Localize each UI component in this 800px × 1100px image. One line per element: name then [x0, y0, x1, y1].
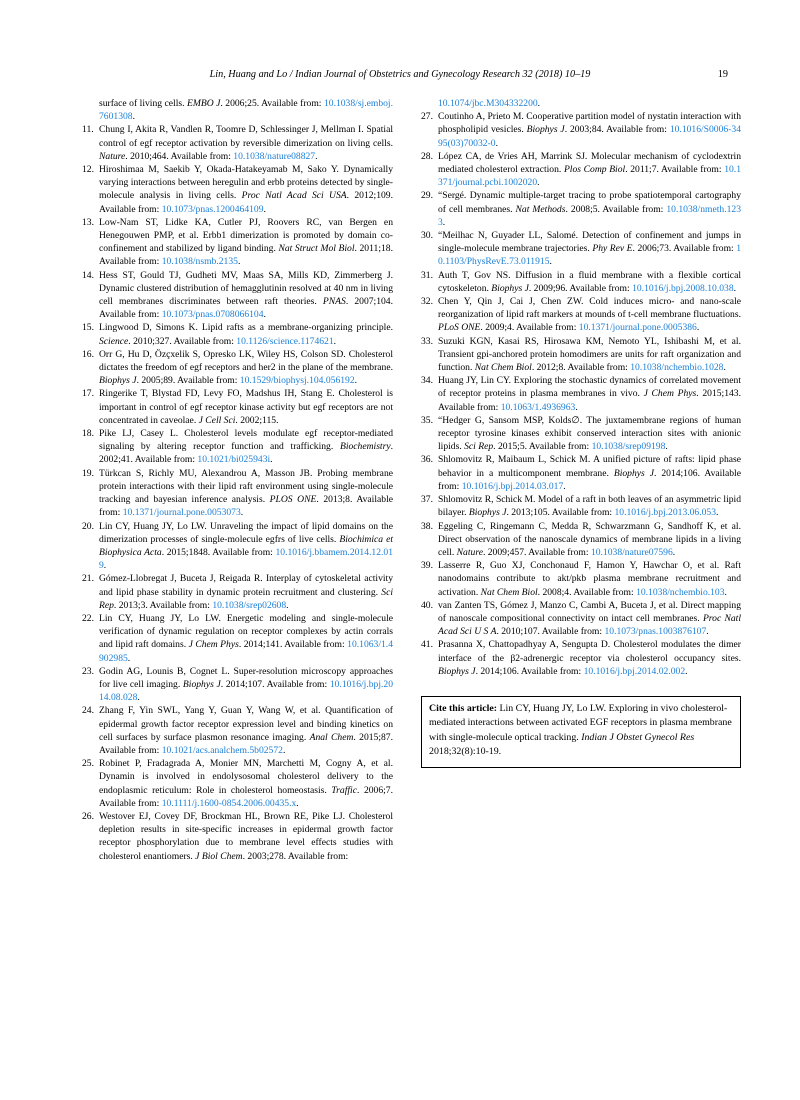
reference-text: Prasanna X, Chattopadhyay A, Sengupta D. Cholesterol modulates the dimer interface of the β2-adrenergic receptor via cholesterol occupancy sites.	[438, 639, 741, 664]
reference-text: Gómez-Llobregat J, Buceta J, Reigada R. Interplay of cytoskeletal activity and lipid phase stability in dynamic protein recruitment and clustering.	[99, 573, 393, 598]
doi-link[interactable]: 10.1038/sj.emboj.7601308	[99, 98, 393, 123]
reference-text: .	[537, 98, 541, 109]
reference-number: 30.	[421, 230, 433, 242]
reference-text: . 2014;106. Available from:	[438, 467, 741, 492]
journal-name: J Biol Chem	[195, 850, 243, 862]
doi-link[interactable]: 10.1371/journal.pcbi.1002020	[438, 164, 741, 189]
doi-link[interactable]: 10.1021/bi025943i	[197, 454, 271, 466]
doi-link[interactable]: 10.1016/j.bpj.2014.08.028	[99, 678, 393, 704]
reference-text: .	[706, 626, 709, 638]
reference-number: 21.	[82, 573, 94, 585]
journal-name: Nat Chem Biol	[480, 586, 538, 598]
journal-name: Sci Rep	[464, 441, 494, 453]
reference-item	[82, 163, 393, 216]
journal-name: PLoS ONE	[438, 322, 481, 334]
reference-text: .	[716, 507, 719, 519]
reference-text: Hess ST, Gould TJ, Gudheti MV, Maas SA, Mills KD, Zimmerberg J. Dynamic clustered distribution of hemagglutinin resolved at 40 nm in living cell membranes discriminates between raft theories.	[99, 269, 393, 308]
reference-text: .	[263, 203, 266, 215]
journal-name: Traffic	[331, 784, 357, 796]
reference-item	[421, 520, 741, 560]
reference-number: 39.	[421, 560, 433, 572]
reference-text: .	[137, 692, 140, 704]
journal-name: Biophys J	[613, 467, 654, 479]
reference-text: Zhang F, Yin SWL, Yang Y, Guan Y, Wang W, et al. Quantification of epidermal growth factor receptor expression level and binding kinetics on cell surfaces by surface plasmon resonance imaging.	[99, 705, 393, 743]
reference-item	[421, 374, 741, 414]
reference-item	[421, 453, 741, 493]
doi-link[interactable]: 10.1038/nature07596	[590, 546, 673, 558]
reference-number: 26.	[82, 810, 94, 822]
reference-text: . 2012;109. Available from:	[99, 190, 393, 215]
reference-text: . 2009;457. Available from:	[482, 546, 591, 558]
reference-item	[82, 520, 393, 573]
reference-text: .	[575, 401, 578, 413]
reference-item	[82, 123, 393, 163]
reference-list	[82, 97, 741, 863]
journal-name: Nat Chem Biol	[474, 362, 532, 374]
reference-text: Ringerike T, Blystad FD, Levy FO, Madshus IH, Stang E. Cholesterol is important in control of egf receptor kinase activity but egf receptors are not concentrated in caveolae.	[99, 388, 393, 426]
running-title: Lin, Huang and Lo / Indian Journal of Obstetrics and Gynecology Research 32 (2018) 10–19	[209, 69, 591, 80]
reference-text: .	[685, 665, 688, 677]
reference-number: 15.	[82, 322, 94, 334]
reference-item	[421, 269, 741, 295]
reference-text: Shlomovitz R, Maibaum L, Schick M. A unified picture of rafts: lipid phase behavior in a multicomponent membrane.	[438, 454, 741, 479]
reference-item	[421, 599, 741, 639]
reference-text: . 2008;5. Available from:	[565, 203, 667, 215]
reference-text: . 2009;96. Available from:	[528, 282, 633, 294]
reference-item	[82, 269, 393, 322]
reference-number: 24.	[82, 705, 94, 717]
reference-number: 40.	[421, 599, 433, 611]
reference-text: .	[127, 652, 131, 664]
reference-text: . 2011;18. Available from:	[99, 243, 393, 268]
reference-text: .	[696, 322, 700, 334]
journal-name: PLOS ONE	[269, 494, 317, 506]
reference-text: . 2005;89. Available from:	[136, 375, 240, 387]
reference-text: Orr G, Hu D, Özçxelik S, Opresko LK, Wiley HS, Colson SD. Cholesterol dictates the freedom of egf receptors and her2 in the plane of the membrane.	[99, 348, 393, 374]
doi-link[interactable]: 10.1038/nsmb.2135	[161, 256, 238, 268]
reference-text: “Hedger G, Sansom MSP, Kolds∅. The juxtamembrane regions of human receptor tyrosine kinases exhibit conserved interaction sites with anionic lipids.	[438, 414, 741, 453]
reference-text: van Zanten TS, Gómez J, Manzo C, Cambi A, Buceta J, et al. Direct mapping of nanoscale compositional connectivity on intact cell membranes.	[438, 599, 741, 624]
reference-item	[82, 757, 393, 810]
reference-text: .	[315, 150, 318, 162]
reference-number: 36.	[421, 454, 433, 466]
doi-link[interactable]: 10.1073/pnas.1200464109	[161, 203, 264, 215]
reference-text: . 2011;7. Available from:	[625, 164, 725, 176]
bold-label: Cite this article:	[429, 702, 500, 714]
journal-name: Biochimica et Biophysica Acta	[99, 533, 394, 558]
doi-link[interactable]: 10.1126/science.1174621	[236, 335, 334, 347]
reference-text: Godin AG, Lounis B, Cognet L. Super-resolution microscopy approaches for live cell imaging.	[99, 665, 393, 690]
reference-text: .	[296, 797, 299, 809]
reference-item	[421, 414, 741, 454]
journal-name: Proc Natl Acad Sci USA	[241, 190, 347, 202]
reference-number: 32.	[421, 296, 433, 308]
doi-link[interactable]: 10.1038/nature08827	[233, 150, 316, 162]
reference-text: .	[270, 454, 273, 466]
reference-text: .	[672, 546, 676, 558]
reference-text: . 2010;107. Available from:	[496, 626, 605, 638]
reference-item	[421, 559, 741, 599]
reference-number: 28.	[421, 150, 433, 162]
doi-link[interactable]: 10.1529/biophysj.104.056192	[239, 375, 355, 387]
doi-link[interactable]: 10.1074/jbc.M304332200	[438, 98, 538, 109]
reference-text: .	[563, 480, 566, 492]
journal-name: Biophys J	[491, 282, 529, 294]
reference-number: 27.	[421, 111, 433, 123]
reference-text: .	[132, 111, 135, 123]
reference-text: .	[733, 282, 737, 294]
journal-name: Nature	[99, 150, 126, 162]
running-header	[0, 69, 800, 83]
reference-text: .	[354, 375, 358, 387]
journal-name: Biophys J	[438, 665, 476, 677]
reference-number: 14.	[82, 269, 94, 281]
reference-text: Chen Y, Qin J, Cai J, Chen ZW. Cold induces micro- and nano-scale reorganization of lipid raft markers at mounds of t-cell membrane fluctuations.	[438, 296, 741, 321]
doi-link[interactable]: 10.1111/j.1600-0854.2006.00435.x	[161, 797, 297, 809]
doi-link[interactable]: 10.1016/j.bpj.2013.06.053	[614, 507, 717, 519]
journal-name: Sci Rep	[99, 586, 393, 611]
doi-link[interactable]: 10.1063/1.4902985	[99, 639, 393, 664]
reference-text: Low-Nam ST, Lidke KA, Cutler PJ, Roovers RC, van Bergen en Henegouwen PMP, et al. Erbb1 dimerization is promoted by domain co-confinement and stabilized by ligand binding.	[99, 216, 393, 255]
reference-text: “Meilhac N, Guyader LL, Salomé. Detection of confinement and jumps in single-molecule membrane trajectories.	[438, 230, 741, 255]
journal-name: Nature	[456, 546, 483, 558]
reference-text: .	[240, 507, 244, 519]
journal-name: PNAS	[322, 296, 346, 308]
reference-text: López CA, de Vries AH, Marrink SJ. Molecular mechanism of cyclodextrin mediated cholesterol extraction.	[438, 150, 741, 176]
doi-link[interactable]: 10.1073/pnas.1003876107	[604, 626, 707, 638]
reference-text: Hiroshimaa M, Saekib Y, Okada-Hatakeyamab M, Sako Y. Dynamically varying interactions between heregulin and erbb proteins detected by single-molecule analysis in living cells.	[99, 164, 393, 202]
reference-text: . 2013;3. Available from:	[113, 599, 213, 611]
reference-item	[82, 321, 393, 347]
reference-text: . 2009;4. Available from:	[480, 322, 579, 334]
reference-text: . 2012;8. Available from:	[531, 362, 631, 374]
reference-text: . 2015;143. Available from:	[438, 388, 741, 413]
journal-name: Phy Rev E	[592, 243, 633, 255]
reference-number: 20.	[82, 520, 94, 532]
reference-text: . 2003;278. Available from:	[242, 850, 349, 862]
reference-text: . 2014;107. Available from:	[220, 678, 330, 690]
reference-number: 35.	[421, 414, 433, 426]
doi-link[interactable]: 10.1016/j.bpj.2014.02.002	[583, 665, 686, 677]
reference-continuation	[421, 97, 741, 110]
reference-text: .	[333, 335, 337, 347]
doi-link[interactable]: 10.1038/srep09198	[591, 441, 666, 453]
reference-number: 37.	[421, 494, 433, 506]
reference-number: 41.	[421, 639, 433, 651]
doi-link[interactable]: 10.1016/j.bbamem.2014.12.019	[99, 546, 393, 572]
reference-item	[421, 638, 741, 678]
reference-text: . 2013;105. Available from:	[506, 507, 615, 519]
journal-name: Biophys J	[182, 678, 221, 690]
journal-name: Science	[99, 335, 129, 347]
reference-text: Robinet P, Fradagrada A, Monier MN, Marchetti M, Cogny A, et al. Dynamin is involved in endolysosomal cholesterol delivery to the endoplasmic reticulum: Role in cholesterol homeostasis.	[99, 758, 393, 796]
journal-name: Biophys J	[99, 375, 137, 387]
reference-item	[421, 189, 741, 229]
reference-number: 16.	[82, 348, 94, 360]
reference-number: 22.	[82, 612, 94, 624]
reference-number: 33.	[421, 335, 433, 347]
reference-number: 23.	[82, 665, 94, 677]
reference-text: .	[537, 177, 540, 189]
reference-number: 31.	[421, 269, 433, 281]
journal-name: Nat Methods	[515, 203, 566, 215]
journal-name: Proc Natl Acad Sci U S A	[438, 612, 742, 638]
reference-text: Lin CY, Huang JY, Lo LW. Exploring in vivo cholesterol-mediated interactions between activated EGF receptors in plasma membrane with single-molecule optical tracking.	[429, 702, 732, 743]
journal-name: Biochemistry	[339, 441, 391, 453]
reference-text: Lingwood D, Simons K. Lipid rafts as a membrane-organizing principle.	[99, 322, 393, 334]
reference-item	[421, 295, 741, 335]
reference-item	[82, 810, 393, 863]
reference-number: 12.	[82, 164, 94, 176]
reference-number: 13.	[82, 216, 94, 228]
reference-item	[82, 612, 393, 665]
reference-item	[421, 110, 741, 150]
reference-text: . 2002;115.	[235, 414, 279, 426]
reference-item	[82, 216, 393, 269]
reference-item	[421, 335, 741, 375]
reference-text: .	[442, 216, 446, 228]
doi-link[interactable]: 10.1016/j.bpj.2014.03.017	[461, 480, 564, 492]
doi-link[interactable]: 10.1038/nmeth.1233	[438, 203, 741, 228]
cite-this-article-box	[421, 696, 741, 768]
reference-text: .	[103, 560, 107, 572]
doi-link[interactable]: 10.1063/1.4936963	[500, 401, 576, 413]
reference-number: 38.	[421, 520, 433, 532]
doi-link[interactable]: 10.1073/pnas.0708066104	[161, 309, 264, 321]
reference-text: Eggeling C, Ringemann C, Medda R, Schwarzmann G, Sandhoff K, et al. Direct observation of the nanoscale dynamics of membrane lipids in a living cell.	[438, 520, 741, 558]
reference-item	[82, 348, 393, 388]
doi-link[interactable]: 10.1103/PhysRevE.73.011915	[438, 243, 742, 268]
reference-text: . 2006;7. Available from:	[99, 784, 393, 809]
journal-name: J Cell Sci	[198, 414, 236, 426]
reference-number: 11.	[82, 124, 94, 136]
reference-text: Pike LJ, Casey L. Cholesterol levels modulate egf receptor-mediated signaling by altering receptor function and trafficking.	[99, 428, 393, 453]
reference-item	[82, 572, 393, 612]
reference-text: Shlomovitz R, Schick M. Model of a raft in both leaves of an asymmetric lipid bilayer.	[438, 494, 741, 519]
reference-text: 2018;32(8):10-19.	[429, 746, 502, 758]
doi-link[interactable]: 10.1016/S0006-3495(03)70032-0	[438, 124, 741, 149]
reference-text: . 2003;84. Available from:	[564, 124, 670, 136]
journal-name: Anal Chem	[309, 731, 354, 743]
reference-text: . 2008;4. Available from:	[537, 586, 637, 598]
journal-name: J Chem Phys	[643, 388, 697, 400]
reference-text: . 2006;25. Available from:	[220, 98, 324, 109]
reference-text: .	[237, 256, 241, 268]
references-column-right	[421, 97, 741, 863]
reference-text: surface of living cells.	[99, 98, 188, 109]
reference-number: 17.	[82, 388, 94, 400]
reference-text: “Sergé. Dynamic multiple-target tracing to probe spatiotemporal cartography of cell membranes.	[438, 190, 741, 215]
reference-item	[82, 427, 393, 467]
reference-text: .	[495, 137, 498, 149]
reference-item	[82, 704, 393, 757]
reference-item	[421, 150, 741, 190]
doi-link[interactable]: 10.1021/acs.analchem.5b02572	[161, 744, 283, 756]
reference-number: 19.	[82, 467, 94, 479]
reference-text: . 2014;141. Available from:	[238, 639, 348, 651]
reference-text: . 2015;5. Available from:	[493, 441, 592, 453]
doi-link[interactable]: 10.1016/j.bpj.2008.10.038	[632, 282, 734, 294]
reference-text: Lin CY, Huang JY, Lo LW. Energetic modeling and single-molecule verification of dynamic regulation on receptor complexes by actin corrals and lipid raft domains.	[99, 612, 393, 651]
reference-text: .	[665, 441, 668, 453]
reference-item	[82, 387, 393, 427]
reference-text: Lasserre R, Guo XJ, Conchonaud F, Hamon Y, Hawchar O, et al. Raft nanodomains contribute to akt/pkb plasma membrane recruitment and activation.	[438, 560, 741, 598]
reference-text: . 2002;41. Available from:	[99, 441, 393, 466]
reference-item	[421, 493, 741, 519]
reference-text: .	[286, 599, 289, 611]
reference-text: .	[549, 256, 552, 268]
reference-text: Auth T, Gov NS. Diffusion in a fluid membrane with a flexible cortical cytoskeleton.	[438, 269, 741, 294]
doi-link[interactable]: 10.1038/nchembio.103	[636, 586, 725, 598]
references-column-left	[82, 97, 393, 863]
journal-name: J Chem Phys	[188, 639, 239, 651]
reference-text: . 2007;104. Available from:	[99, 296, 393, 321]
reference-item	[82, 665, 393, 705]
reference-text: Türkcan S, Richly MU, Alexandrou A, Masson JB. Probing membrane protein interactions with their lipid raft environment using single-molecule tracking and bayesian inference analysis.	[99, 467, 393, 506]
reference-continuation	[82, 97, 393, 123]
reference-text: Huang JY, Lin CY. Exploring the stochastic dynamics of correlated movement of receptor proteins in plasma membranes in vivo.	[438, 375, 741, 400]
doi-link[interactable]: 10.1038/srep02608	[212, 599, 287, 611]
reference-text: . 2013;8. Available from:	[99, 494, 393, 519]
page-number: 19	[717, 69, 728, 80]
journal-name: EMBO J	[187, 98, 221, 109]
reference-text: . 2015;87. Available from:	[99, 731, 393, 756]
reference-item	[82, 467, 393, 520]
reference-text: Coutinho A, Prieto M. Cooperative partition model of nystatin interaction with phospholipid vesicles.	[438, 111, 741, 136]
reference-item	[421, 229, 741, 269]
reference-text: . 2006;73. Available from:	[632, 243, 737, 255]
reference-text: .	[263, 309, 266, 321]
journal-name: Nat Struct Mol Biol	[278, 243, 355, 255]
journal-name: Plos Comp Biol	[563, 164, 626, 176]
doi-link[interactable]: 10.1371/journal.pone.0005386	[578, 322, 697, 334]
reference-number: 29.	[421, 190, 433, 202]
reference-number: 18.	[82, 428, 94, 440]
reference-text: .	[723, 362, 726, 374]
reference-text: Chung I, Akita R, Vandlen R, Toomre D, Schlessinger J, Mellman I. Spatial control of egf receptor activation by reversible dimerization on living cells.	[99, 124, 393, 149]
journal-name: Biophys J	[526, 124, 565, 136]
reference-text: .	[724, 586, 727, 598]
doi-link[interactable]: 10.1371/journal.pone.0053073	[122, 507, 241, 519]
doi-link[interactable]: 10.1038/nchembio.1028	[630, 362, 724, 374]
reference-text: . 2010;327. Available from:	[128, 335, 237, 347]
reference-text: Lin CY, Huang JY, Lo LW. Unraveling the impact of lipid domains on the dimerization processes of single-molecule egfrs of live cells.	[99, 520, 393, 545]
reference-text: Westover EJ, Covey DF, Brockman HL, Brown RE, Pike LJ. Cholesterol depletion results in site-specific increases in epidermal growth factor receptor phosphorylation due to membrane level effects studies with cholesterol enantiomers.	[99, 810, 393, 862]
reference-text: Suzuki KGN, Kasai RS, Hirosawa KM, Nemoto YL, Ishibashi M, et al. Transient gpi-anchored protein homodimers are units for raft organization and function.	[438, 335, 741, 374]
reference-number: 34.	[421, 375, 433, 387]
reference-text: . 2014;106. Available from:	[475, 665, 584, 677]
reference-number: 25.	[82, 758, 94, 770]
journal-name: Indian J Obstet Gynecol Res	[581, 731, 695, 743]
reference-text: . 2010;464. Available from:	[125, 150, 234, 162]
journal-name: Biophys J	[468, 507, 507, 519]
reference-text: .	[282, 744, 286, 756]
reference-text: . 2015;1848. Available from:	[161, 546, 276, 558]
